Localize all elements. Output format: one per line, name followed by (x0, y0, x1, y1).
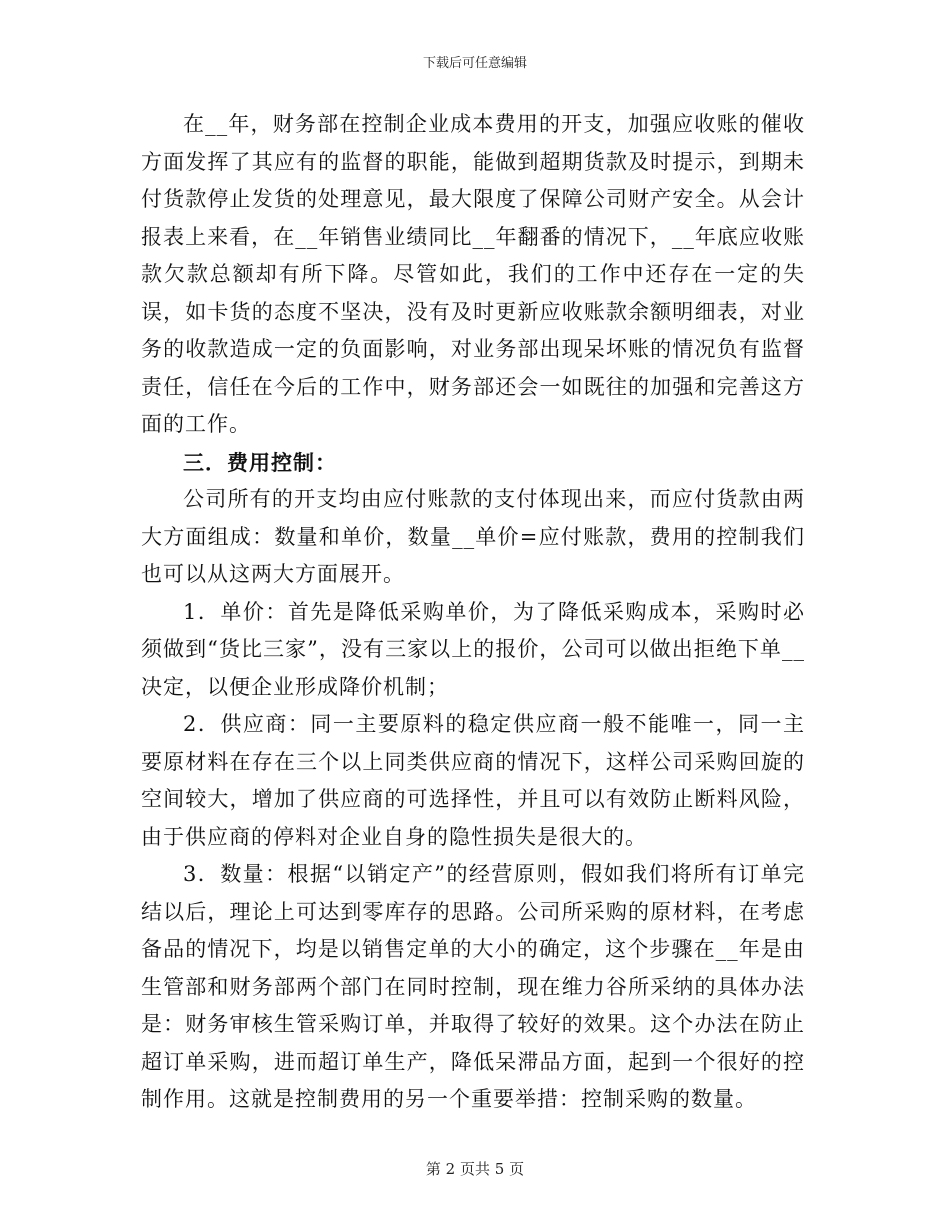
paragraph-payables-intro: 公司所有的开支均由应付账款的支付体现出来，而应付货款由两大方面组成：数量和单价，数量__单价=应付账款，费用的控制我们也可以从这两大方面展开。 (141, 487, 805, 586)
section-heading-cost-control: 三．费用控制： (183, 449, 337, 475)
page-footer: 第 2 页共 5 页 (425, 1160, 525, 1178)
page-header: 下载后可任意编辑 (422, 56, 527, 71)
paragraph-receivables: 在__年，财务部在控制企业成本费用的开支，加强应收账的催收方面发挥了其应有的监督的职能，能做到超期货款及时提示，到期未付货款停止发货的处理意见，最大限度了保障公司财产安全。从会计报表上来看，在__年销售业绩同比__年翻番的情况下，__年底应收账款欠款总额却有所下降。尽管如此，我们的工作中还存在一定的失误，如卡货的态度不坚决，没有及时更新应收账款余额明细表，对业务的收款造成一定的负面影响，对业务部出现呆坏账的情况负有监督责任，信任在今后的工作中，财务部还会一如既往的加强和完善这方面的工作。 (141, 112, 805, 436)
paragraph-unit-price: 1．单价：首先是降低采购单价，为了降低采购成本，采购时必须做到“货比三家”，没有三家以上的报价，公司可以做出拒绝下单__决定，以便企业形成降价机制； (141, 599, 805, 699)
paragraph-quantity: 3．数量：根据“以销定产”的经营原则，假如我们将所有订单完结以后，理论上可达到零库存的思路。公司所采购的原材料，在考虑备品的情况下，均是以销售定单的大小的确定，这个步骤在__年是由生管部和财务部两个部门在同时控制，现在维力谷所采纳的具体办法是：财务审核生管采购订单，并取得了较好的效果。这个办法在防止超订单采购，进而超订单生产，降低呆滞品方面，起到一个很好的控制作用。这就是控制费用的另一个重要举措：控制采购的数量。 (141, 862, 805, 1111)
paragraph-supplier: 2．供应商：同一主要原料的稳定供应商一般不能唯一，同一主要原材料在存在三个以上同类供应商的情况下，这样公司采购回旋的空间较大，增加了供应商的可选择性，并且可以有效防止断料风险，由于供应商的停料对企业自身的隐性损失是很大的。 (141, 712, 805, 849)
document-body (141, 106, 805, 1119)
